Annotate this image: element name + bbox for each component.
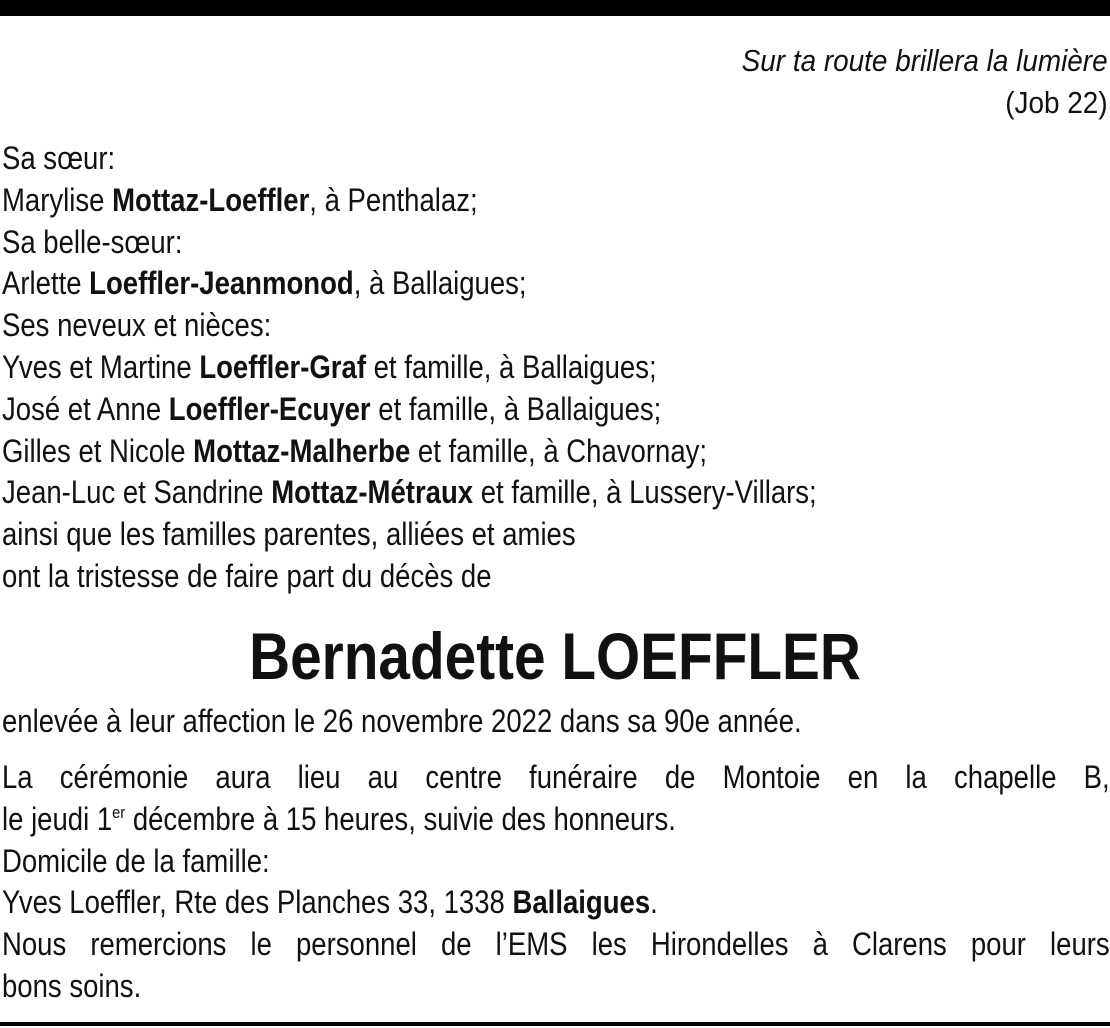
ceremony-block [2,757,1110,1008]
family-line: Sa sœur: [2,140,116,176]
family-line: Sa belle-sœur: [2,223,183,260]
epigraph-reference: (Job 22) [1005,85,1108,120]
deceased-name: Bernadette LOEFFLER [249,619,861,693]
family-line: Yves et Martine Loeffler-Graf et famille, à Ballaigues; [2,348,657,385]
domicile-address: Yves Loeffler, Rte des Planches 33, 1338 Ballaigues. [2,884,658,921]
family-line: ainsi que les familles parentes, alliées et amies [2,516,576,553]
death-line: enlevée à leur affection le 26 novembre 2022 dans sa 90e année. [2,703,802,739]
family-line: Marylise Mottaz-Loeffler, à Penthalaz; [2,181,478,218]
ceremony-line: La cérémonie aura lieu au centre funéraire de Montoie en la chapelle B, [2,759,1110,795]
family-line: Ses neveux et nièces: [2,307,272,344]
domicile-label: Domicile de la famille: [2,842,270,879]
top-rule [0,0,1110,16]
family-line: Arlette Loeffler-Jeanmonod, à Ballaigues; [2,265,527,302]
death-notice-line [2,701,802,743]
thanks-line-end: bons soins. [2,967,142,1004]
family-list [2,138,817,598]
family-line: ont la tristesse de faire part du décès de [2,557,492,594]
epigraph [742,40,1108,124]
epigraph-quote: Sur ta route brillera la lumière [742,43,1108,78]
ceremony-date-line: le jeudi 1er décembre à 15 heures, suivie des honneurs. [2,800,676,837]
family-line: José et Anne Loeffler-Ecuyer et famille, à Ballaigues; [2,390,662,427]
family-line: Gilles et Nicole Mottaz-Malherbe et famille, à Chavornay; [2,432,708,469]
bottom-rule [0,1022,1110,1026]
family-line: Jean-Luc et Sandrine Mottaz-Métraux et famille, à Lussery-Villars; [2,474,817,511]
thanks-line: Nous remercions le personnel de l’EMS les Hirondelles à Clarens pour leurs [2,926,1110,963]
